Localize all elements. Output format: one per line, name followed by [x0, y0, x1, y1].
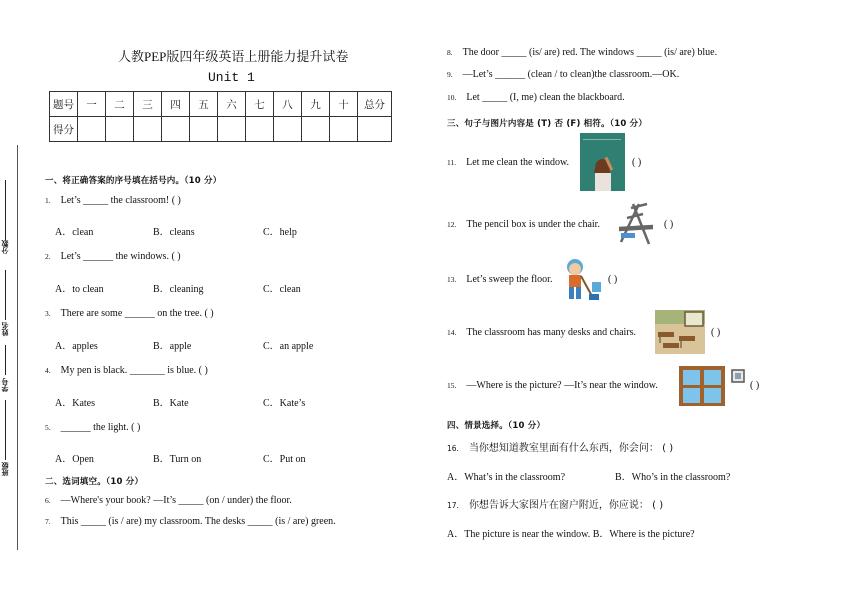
girl-at-blackboard-picture [580, 133, 625, 191]
question-text: This _____ (is / are) my classroom. The desks _____ (is / are) green. [60, 516, 336, 527]
option-a: A．clean [55, 227, 94, 238]
question-text: 当你想知道教室里面有什么东西，你会问： ( ) [468, 443, 674, 454]
score-table-score-row [50, 117, 392, 142]
question-text: There are some ______ on the tree. ( ) [60, 308, 214, 319]
option-a: A．apples [55, 341, 98, 352]
question-text: —Let’s ______ (clean / to clean)the classroom.—OK. [462, 69, 680, 80]
question-text: Let _____ (I, me) clean the blackboard. [466, 92, 625, 103]
question-text: My pen is black. _______ is blue. ( ) [60, 365, 208, 376]
score-blank-cell[interactable] [330, 117, 358, 142]
score-blank-cell[interactable] [106, 117, 134, 142]
score-cell: 九 [302, 92, 330, 117]
answer-paren[interactable]: ( ) [632, 157, 642, 168]
binding-margin-line [17, 145, 18, 550]
binding-label-score: 分数 [1, 240, 9, 254]
option-b: B．Kate [153, 398, 189, 409]
question-text: Let’s ______ the windows. ( ) [60, 251, 181, 262]
question-text: The door _____ (is/ are) red. The windows _____ (is/ are) blue. [462, 47, 718, 58]
question-number: 4. [45, 366, 51, 375]
binding-label-name: 姓名 [1, 322, 9, 336]
option-c: C．help [263, 227, 297, 238]
option-b: B．cleaning [153, 284, 204, 295]
question-number: 12. [447, 220, 457, 229]
question-text: —Where is the picture? —It’s near the window. [466, 380, 658, 391]
question-number: 9. [447, 70, 453, 79]
question-text: —Where's your book? —It’s _____ (on / under) the floor. [60, 495, 292, 506]
question-item [45, 195, 181, 206]
binding-label-class: 班级 [1, 462, 9, 476]
question-number: 17. [447, 501, 459, 510]
score-blank-cell[interactable] [134, 117, 162, 142]
score-blank-cell[interactable] [302, 117, 330, 142]
question-number: 1. [45, 196, 51, 205]
score-cell: 得分 [50, 117, 78, 142]
question-item [447, 47, 717, 58]
question-text: Let’s _____ the classroom! ( ) [60, 195, 181, 206]
binding-label-student-id: 学号 [1, 378, 9, 392]
score-cell: 二 [106, 92, 134, 117]
question-item [447, 327, 636, 338]
question-number: 7. [45, 517, 51, 526]
question-text: The classroom has many desks and chairs. [466, 327, 637, 338]
section-heading: 二、选词填空。（10 分） [45, 477, 144, 487]
score-blank-cell[interactable] [358, 117, 392, 142]
score-blank-cell[interactable] [246, 117, 274, 142]
boy-sweeping-picture [561, 256, 603, 302]
question-number: 11. [447, 158, 457, 167]
unit-label: Unit 1 [208, 70, 255, 85]
chair-picture [613, 200, 659, 246]
question-text: Let’s sweep the floor. [466, 274, 553, 285]
option-c: C．clean [263, 284, 301, 295]
option-a: A．The picture is near the window. B．Where is the picture? [447, 529, 695, 540]
score-cell: 八 [274, 92, 302, 117]
question-number: 6. [45, 496, 51, 505]
option-c: C．Put on [263, 454, 306, 465]
binding-blank-line [5, 345, 6, 375]
score-cell: 四 [162, 92, 190, 117]
answer-paren[interactable]: ( ) [711, 327, 721, 338]
option-b: B．Who’s in the classroom? [615, 472, 731, 483]
question-number: 3. [45, 309, 51, 318]
question-number: 2. [45, 252, 51, 261]
question-number: 15. [447, 381, 457, 390]
question-text: Let me clean the window. [466, 157, 570, 168]
option-a: A．Kates [55, 398, 95, 409]
answer-paren[interactable]: ( ) [664, 219, 674, 230]
question-number: 8. [447, 48, 453, 57]
question-item [447, 439, 673, 454]
answer-paren[interactable]: ( ) [608, 274, 618, 285]
question-item [45, 365, 208, 376]
score-blank-cell[interactable] [274, 117, 302, 142]
question-item [447, 380, 658, 391]
question-number: 5. [45, 423, 51, 432]
section-heading: 一、将正确答案的序号填在括号内。（10 分） [45, 176, 222, 186]
classroom-picture [655, 310, 705, 354]
section-heading: 三、句子与图片内容是 (T) 否 (F) 相符。（10 分） [447, 119, 648, 129]
score-cell: 总分 [358, 92, 392, 117]
section-heading: 四、情景选择。（10 分） [447, 421, 546, 431]
question-item [447, 92, 625, 103]
question-item [447, 69, 679, 80]
question-item [45, 308, 214, 319]
score-cell: 十 [330, 92, 358, 117]
question-item [45, 495, 292, 506]
binding-blank-line [5, 180, 6, 240]
option-b: B．Turn on [153, 454, 202, 465]
question-text: ______ the light. ( ) [60, 422, 141, 433]
question-item [447, 274, 552, 285]
question-item [447, 157, 569, 168]
question-text: 你想告诉大家图片在窗户附近，你应说： ( ) [468, 500, 664, 511]
question-item [447, 496, 663, 511]
question-number: 14. [447, 328, 457, 337]
score-cell: 题号 [50, 92, 78, 117]
question-number: 13. [447, 275, 457, 284]
score-cell: 七 [246, 92, 274, 117]
option-b: B．apple [153, 341, 192, 352]
binding-blank-line [5, 400, 6, 460]
question-number: 10. [447, 93, 457, 102]
option-c: C．an apple [263, 341, 314, 352]
question-item [447, 219, 600, 230]
option-a: A．to clean [55, 284, 104, 295]
binding-blank-line [5, 270, 6, 320]
score-cell: 三 [134, 92, 162, 117]
score-blank-cell[interactable] [78, 117, 106, 142]
answer-paren[interactable]: ( ) [750, 380, 760, 391]
question-text: The pencil box is under the chair. [466, 219, 600, 230]
question-number: 16. [447, 444, 459, 453]
score-blank-cell[interactable] [162, 117, 190, 142]
question-item [45, 422, 140, 433]
score-blank-cell[interactable] [218, 117, 246, 142]
option-b: B．cleans [153, 227, 195, 238]
score-table [49, 91, 392, 142]
question-item [45, 516, 336, 527]
score-cell: 六 [218, 92, 246, 117]
score-cell: 一 [78, 92, 106, 117]
option-a: A．What’s in the classroom? [447, 472, 566, 483]
option-c: C．Kate’s [263, 398, 306, 409]
page-title: 人教PEP版四年级英语上册能力提升试卷 [118, 49, 349, 64]
score-cell: 五 [190, 92, 218, 117]
option-a: A．Open [55, 454, 94, 465]
question-item [45, 251, 181, 262]
window-picture [677, 364, 747, 408]
score-table-header-row [50, 92, 392, 117]
score-blank-cell[interactable] [190, 117, 218, 142]
